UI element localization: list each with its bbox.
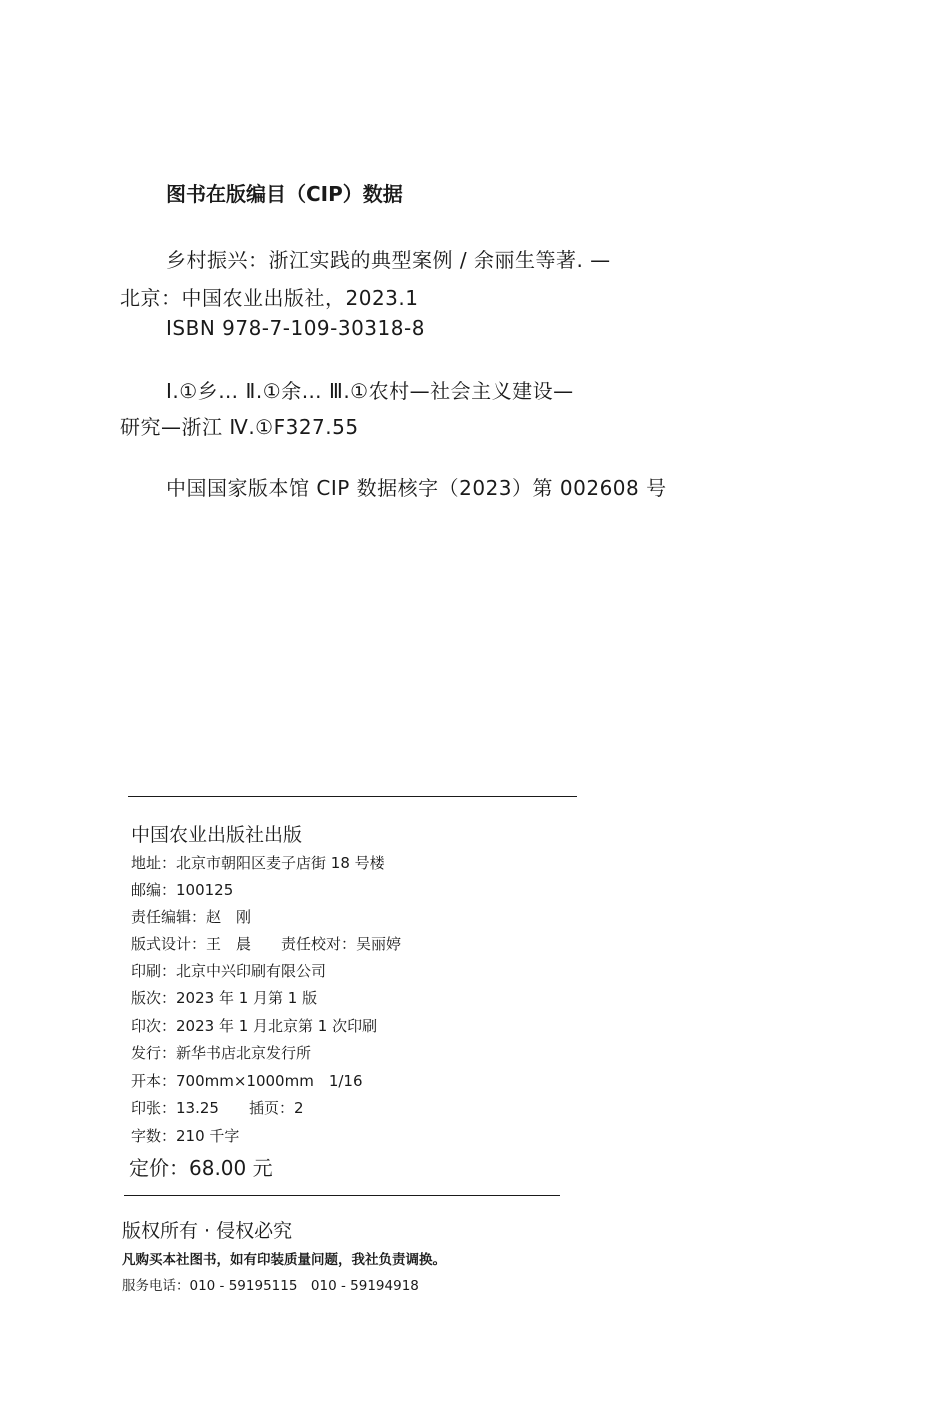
publisher-name: 中国农业出版社出版	[131, 824, 303, 846]
cip-line-classification: Ⅰ.①乡… Ⅱ.①余… Ⅲ.①农村—社会主义建设—	[166, 379, 574, 403]
book-format: 开本：700mm×1000mm 1/16	[131, 1072, 363, 1090]
word-count: 字数：210 千字	[131, 1127, 240, 1145]
design-and-proof: 版式设计：王 晨 责任校对：吴丽婷	[131, 935, 402, 953]
cip-line-classification-cont: 研究—浙江 Ⅳ.①F327.55	[120, 415, 359, 439]
service-phone: 服务电话：010 - 59195115 010 - 59194918	[122, 1278, 419, 1294]
cip-line-publisher: 北京：中国农业出版社，2023.1	[120, 286, 419, 310]
price: 定价：68.00 元	[129, 1156, 273, 1180]
cip-line-title: 乡村振兴：浙江实践的典型案例 / 余丽生等著. —	[166, 248, 611, 272]
edition: 版次：2023 年 1 月第 1 版	[131, 989, 318, 1007]
publisher-address: 地址：北京市朝阳区麦子店街 18 号楼	[131, 854, 385, 872]
exchange-notice: 凡购买本社图书，如有印装质量问题，我社负责调换。	[122, 1252, 446, 1268]
printed-sheets: 印张：13.25 插页：2	[131, 1099, 304, 1117]
cip-line-record-number: 中国国家版本馆 CIP 数据核字（2023）第 002608 号	[166, 476, 667, 500]
publisher-postcode: 邮编：100125	[131, 881, 234, 899]
copyright-notice: 版权所有 · 侵权必究	[122, 1220, 293, 1242]
printing: 印次：2023 年 1 月北京第 1 次印刷	[131, 1017, 378, 1035]
printer: 印刷：北京中兴印刷有限公司	[131, 962, 327, 980]
cip-heading: 图书在版编目（CIP）数据	[166, 182, 403, 206]
top-divider	[128, 796, 577, 797]
bottom-divider	[124, 1195, 560, 1196]
responsible-editor: 责任编辑：赵 刚	[131, 908, 252, 926]
cip-line-isbn: ISBN 978-7-109-30318-8	[166, 316, 425, 340]
distributor: 发行：新华书店北京发行所	[131, 1044, 312, 1062]
